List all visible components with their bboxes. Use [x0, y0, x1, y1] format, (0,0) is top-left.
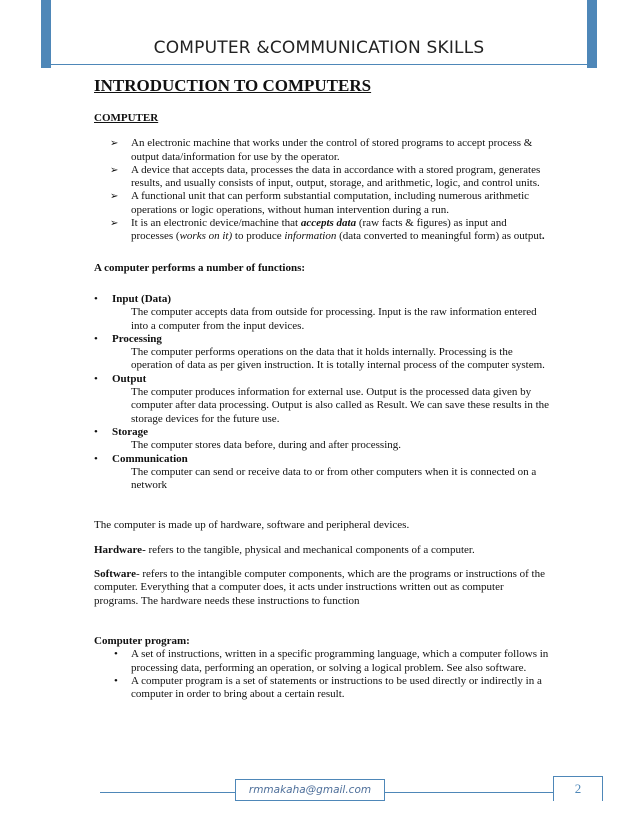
page-title: INTRODUCTION TO COMPUTERS: [94, 76, 372, 95]
list-item: ➢ An electronic machine that works under the control of stored programs to accept process & output data/information for use by the operator.: [110, 137, 533, 163]
footer-rule-left: [100, 792, 235, 793]
section-heading-computer: COMPUTER: [94, 112, 159, 124]
list-item: ➢ A functional unit that can perform substantial computation, including numerous arithmetic operations or logic operations, without human intervention during a run.: [110, 190, 530, 216]
functions-list: [94, 293, 550, 492]
round-bullet-icon: •: [94, 452, 98, 465]
footer-email: rmmakaha@gmail.com: [235, 779, 385, 801]
software-paragraph: Software- refers to the intangible computer components, which are the programs or instructions of the computer. Everything that a computer does, it acts under instructions written out as computer programs. The hardware needs these instructions to function: [94, 568, 545, 607]
list-item: • Processing The computer performs operations on the data that it holds internally. Processing is the operation of data as per given instruction. It is totally internal process of the computer system.: [94, 332, 545, 372]
round-bullet-icon: •: [94, 425, 98, 438]
header-title: COMPUTER &COMMUNICATION SKILLS: [153, 38, 485, 58]
round-bullet-icon: •: [94, 372, 98, 385]
round-bullet-icon: •: [94, 292, 98, 305]
header-rule: [51, 64, 587, 65]
arrow-bullet-icon: ➢: [110, 191, 119, 203]
made-up-paragraph: The computer is made up of hardware, software and peripheral devices.: [94, 519, 410, 532]
list-item: • Storage The computer stores data before, during and after processing.: [94, 425, 402, 452]
page-number: 2: [553, 776, 603, 801]
arrow-bullet-icon: ➢: [110, 138, 119, 150]
list-item: • Input (Data) The computer accepts data from outside for processing. Input is the raw information entered into a computer from the input devices.: [94, 292, 537, 332]
round-bullet-icon: •: [94, 332, 98, 345]
hardware-paragraph: Hardware- refers to the tangible, physical and mechanical components of a computer.: [94, 543, 475, 556]
round-bullet-icon: •: [114, 648, 118, 661]
program-heading: Computer program:: [94, 634, 190, 647]
list-item: • A computer program is a set of statements or instructions to be used directly or indirectly in a computer in order to bring about a certain result.: [114, 674, 542, 701]
program-list: [94, 648, 550, 701]
list-item: ➢ A device that accepts data, processes the data in accordance with a stored program, generates results, and usually consists of input, output, storage, and arithmetic, logic, and control units.: [110, 163, 541, 190]
list-item: • Communication The computer can send or receive data to or from other computers when it is connected on a network: [94, 452, 537, 492]
arrow-bullet-icon: ➢: [110, 218, 119, 230]
page-content: [94, 76, 550, 701]
computer-definition-list: [94, 137, 550, 243]
functions-heading: A computer performs a number of functions:: [94, 261, 306, 274]
list-item: • A set of instructions, written in a specific programming language, which a computer follows in processing data, performing an operation, or solving a logical problem. See also software.: [114, 648, 549, 674]
list-item: ➢ It is an electronic device/machine that accepts data (raw facts & figures) as input and processes (works on it) to produce information (data converted to meaningful form) as output.: [110, 217, 545, 243]
round-bullet-icon: •: [114, 674, 118, 687]
footer-rule-right: [385, 792, 553, 793]
arrow-bullet-icon: ➢: [110, 164, 119, 176]
list-item: • Output The computer produces information for external use. Output is the processed data given by computer after data processing. Output is also called as Result. We can save these results in the storage devices for the future use.: [94, 372, 550, 425]
